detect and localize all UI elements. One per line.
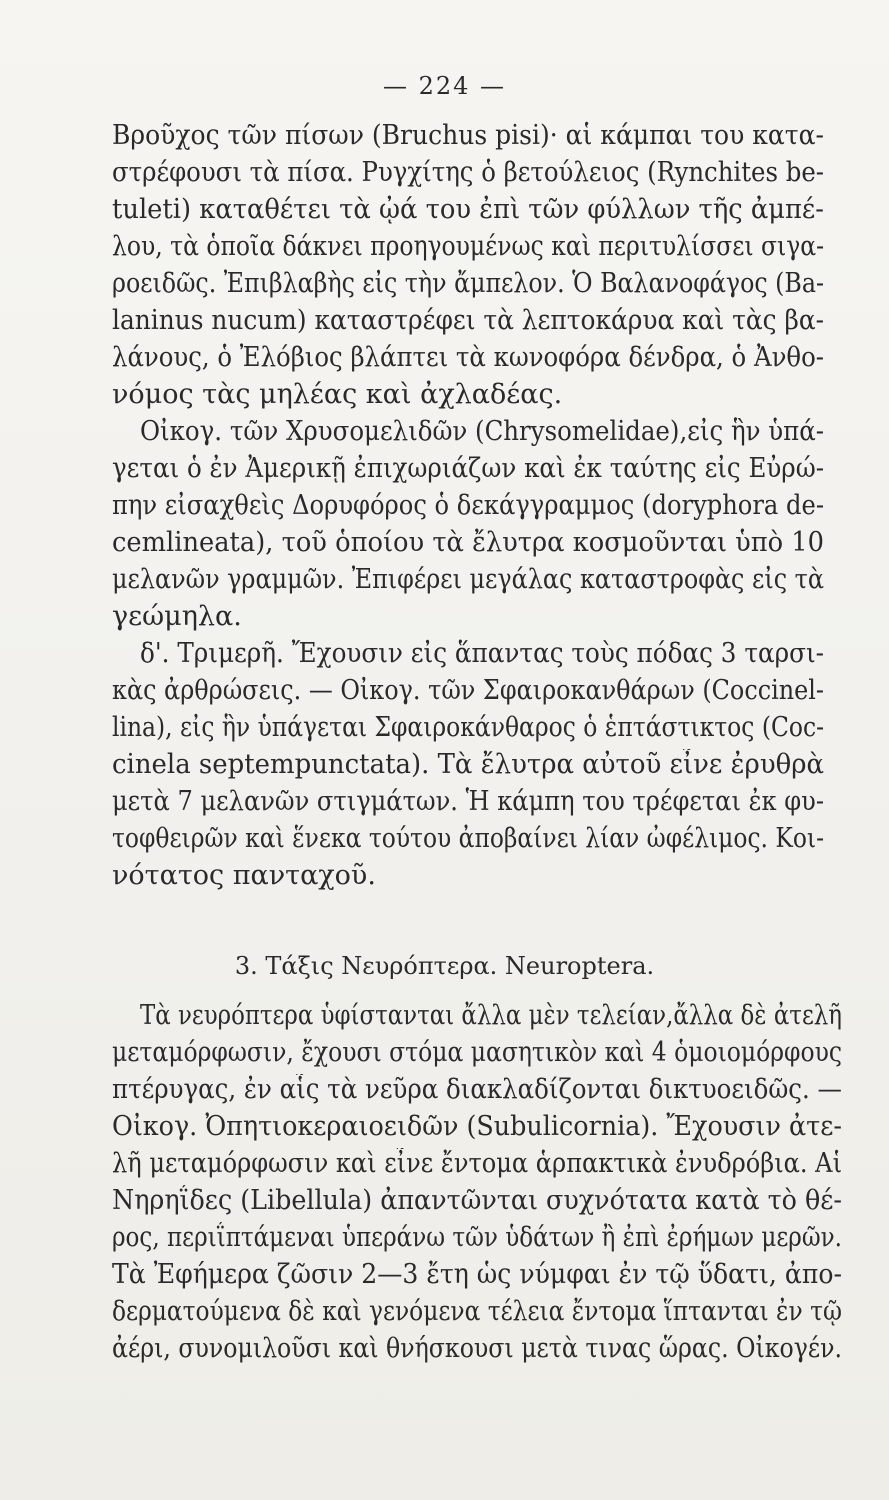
text-line: Τὰ νευρόπτερα ὑφίστανται ἄλλα μὲν τελείαν,ἄλλα δὲ ἀτελῆ xyxy=(140,1000,842,1031)
text-line: Οἰκογ. τῶν Χρυσομελιδῶν (Chrysomelidae),εἰς ἣν ὑπά- xyxy=(140,416,824,447)
text-line: κὰς ἀρθρώσεις. — Οἰκογ. τῶν Σφαιροκανθάρων (Coccinel- xyxy=(112,675,824,706)
text-line: νότατος πανταχοῦ. xyxy=(112,860,376,891)
paragraph-bruchus xyxy=(112,120,824,416)
text-line: Νηρηΐδες (Libellula) ἀπαντῶνται συχνότατα κατὰ τὸ θέ- xyxy=(112,1185,842,1216)
text-line: λου, τὰ ὁποῖα δάκνει προηγουμένως καὶ περιτυλίσσει σιγα- xyxy=(112,231,824,262)
text-line: lina), εἰς ἣν ὑπάγεται Σφαιροκάνθαρος ὁ ἑπτάστικτος (Coc- xyxy=(112,712,824,743)
text-line: cemlineata), τοῦ ὁποίου τὰ ἔλυτρα κοσμοῦνται ὑπὸ 10 xyxy=(112,527,824,558)
neuroptera-text-block xyxy=(112,1000,842,1370)
paragraph-trimera xyxy=(112,638,824,897)
text-line: νόμος τὰς μηλέας καὶ ἀχλαδέας. xyxy=(112,379,563,410)
text-line: Βροῦχος τῶν πίσων (Bruchus pisi)· αἱ κάμπαι του κατα- xyxy=(112,120,824,151)
text-line: πτέρυγας, ἐν αἷς τὰ νεῦρα διακλαδίζονται δικτυοειδῶς. — xyxy=(112,1074,842,1105)
main-text-block xyxy=(112,120,824,897)
text-line: Οἰκογ. Ὀπητιοκεραιοειδῶν (Subulicornia). Ἔχουσιν ἀτε- xyxy=(112,1111,842,1142)
section-heading: 3. Τάξις Νευρόπτερα. Neuroptera. xyxy=(234,952,655,980)
text-line: πην εἰσαχθεὶς Δορυφόρος ὁ δεκάγγραμμος (doryphora de- xyxy=(112,490,824,521)
text-line: δερματούμενα δὲ καὶ γενόμενα τέλεια ἔντομα ἵπτανται ἐν τῷ xyxy=(112,1296,842,1327)
text-line: δ'. Τριμερῆ. Ἔχουσιν εἰς ἅπαντας τοὺς πόδας 3 ταρσι- xyxy=(140,638,824,669)
text-line: laninus nucum) καταστρέφει τὰ λεπτοκάρυα καὶ τὰς βα- xyxy=(112,305,824,336)
page-number-header: — 224 — xyxy=(382,72,507,100)
text-line: λάνους, ὁ Ἐλόβιος βλάπτει τὰ κωνοφόρα δένδρα, ὁ Ἀνθο- xyxy=(112,342,824,373)
paragraph-chrysomelidae xyxy=(112,416,824,638)
text-line: τοφθειρῶν καὶ ἕνεκα τούτου ἀποβαίνει λίαν ὠφέλιμος. Κοι- xyxy=(112,823,824,854)
text-line: στρέφουσι τὰ πίσα. Ρυγχίτης ὁ βετούλειος (Rynchites be- xyxy=(112,157,824,188)
text-line: Τὰ Ἐφήμερα ζῶσιν 2—3 ἔτη ὡς νύμφαι ἐν τῷ ὕδατι, ἀπο- xyxy=(112,1259,842,1290)
text-line: cinela septempunctata). Τὰ ἔλυτρα αὐτοῦ εἶνε ἐρυθρὰ xyxy=(112,749,824,780)
text-line: μεταμόρφωσιν, ἔχουσι στόμα μασητικὸν καὶ 4 ὁμοιομόρφους xyxy=(112,1037,842,1068)
text-line: γεται ὁ ἐν Ἀμερικῇ ἐπιχωριάζων καὶ ἐκ ταύτης εἰς Εὐρώ- xyxy=(112,453,824,484)
text-line: μελανῶν γραμμῶν. Ἐπιφέρει μεγάλας καταστροφὰς εἰς τὰ xyxy=(112,564,824,595)
text-line: μετὰ 7 μελανῶν στιγμάτων. Ἡ κάμπη του τρέφεται ἐκ φυ- xyxy=(112,786,824,817)
text-line: λῆ μεταμόρφωσιν καὶ εἶνε ἔντομα ἁρπακτικὰ ἐνυδρόβια. Αἱ xyxy=(112,1148,842,1179)
text-line: ρος, περιΐπτάμεναι ὑπεράνω τῶν ὑδάτων ἢ ἐπὶ ἐρήμων μερῶν. xyxy=(112,1222,842,1253)
text-line: ροειδῶς. Ἐπιβλαβὴς εἰς τὴν ἄμπελον. Ὁ Βαλανοφάγος (Ba- xyxy=(112,268,824,299)
text-line: tuleti) καταθέτει τὰ ᾠά του ἐπὶ τῶν φύλλων τῆς ἀμπέ- xyxy=(112,194,824,225)
text-line: ἀέρι, συνομιλοῦσι καὶ θνήσκουσι μετὰ τινας ὥρας. Οἰκογέν. xyxy=(112,1333,842,1364)
paragraph-neuroptera xyxy=(112,1000,842,1370)
text-line: γεώμηλα. xyxy=(112,601,242,632)
